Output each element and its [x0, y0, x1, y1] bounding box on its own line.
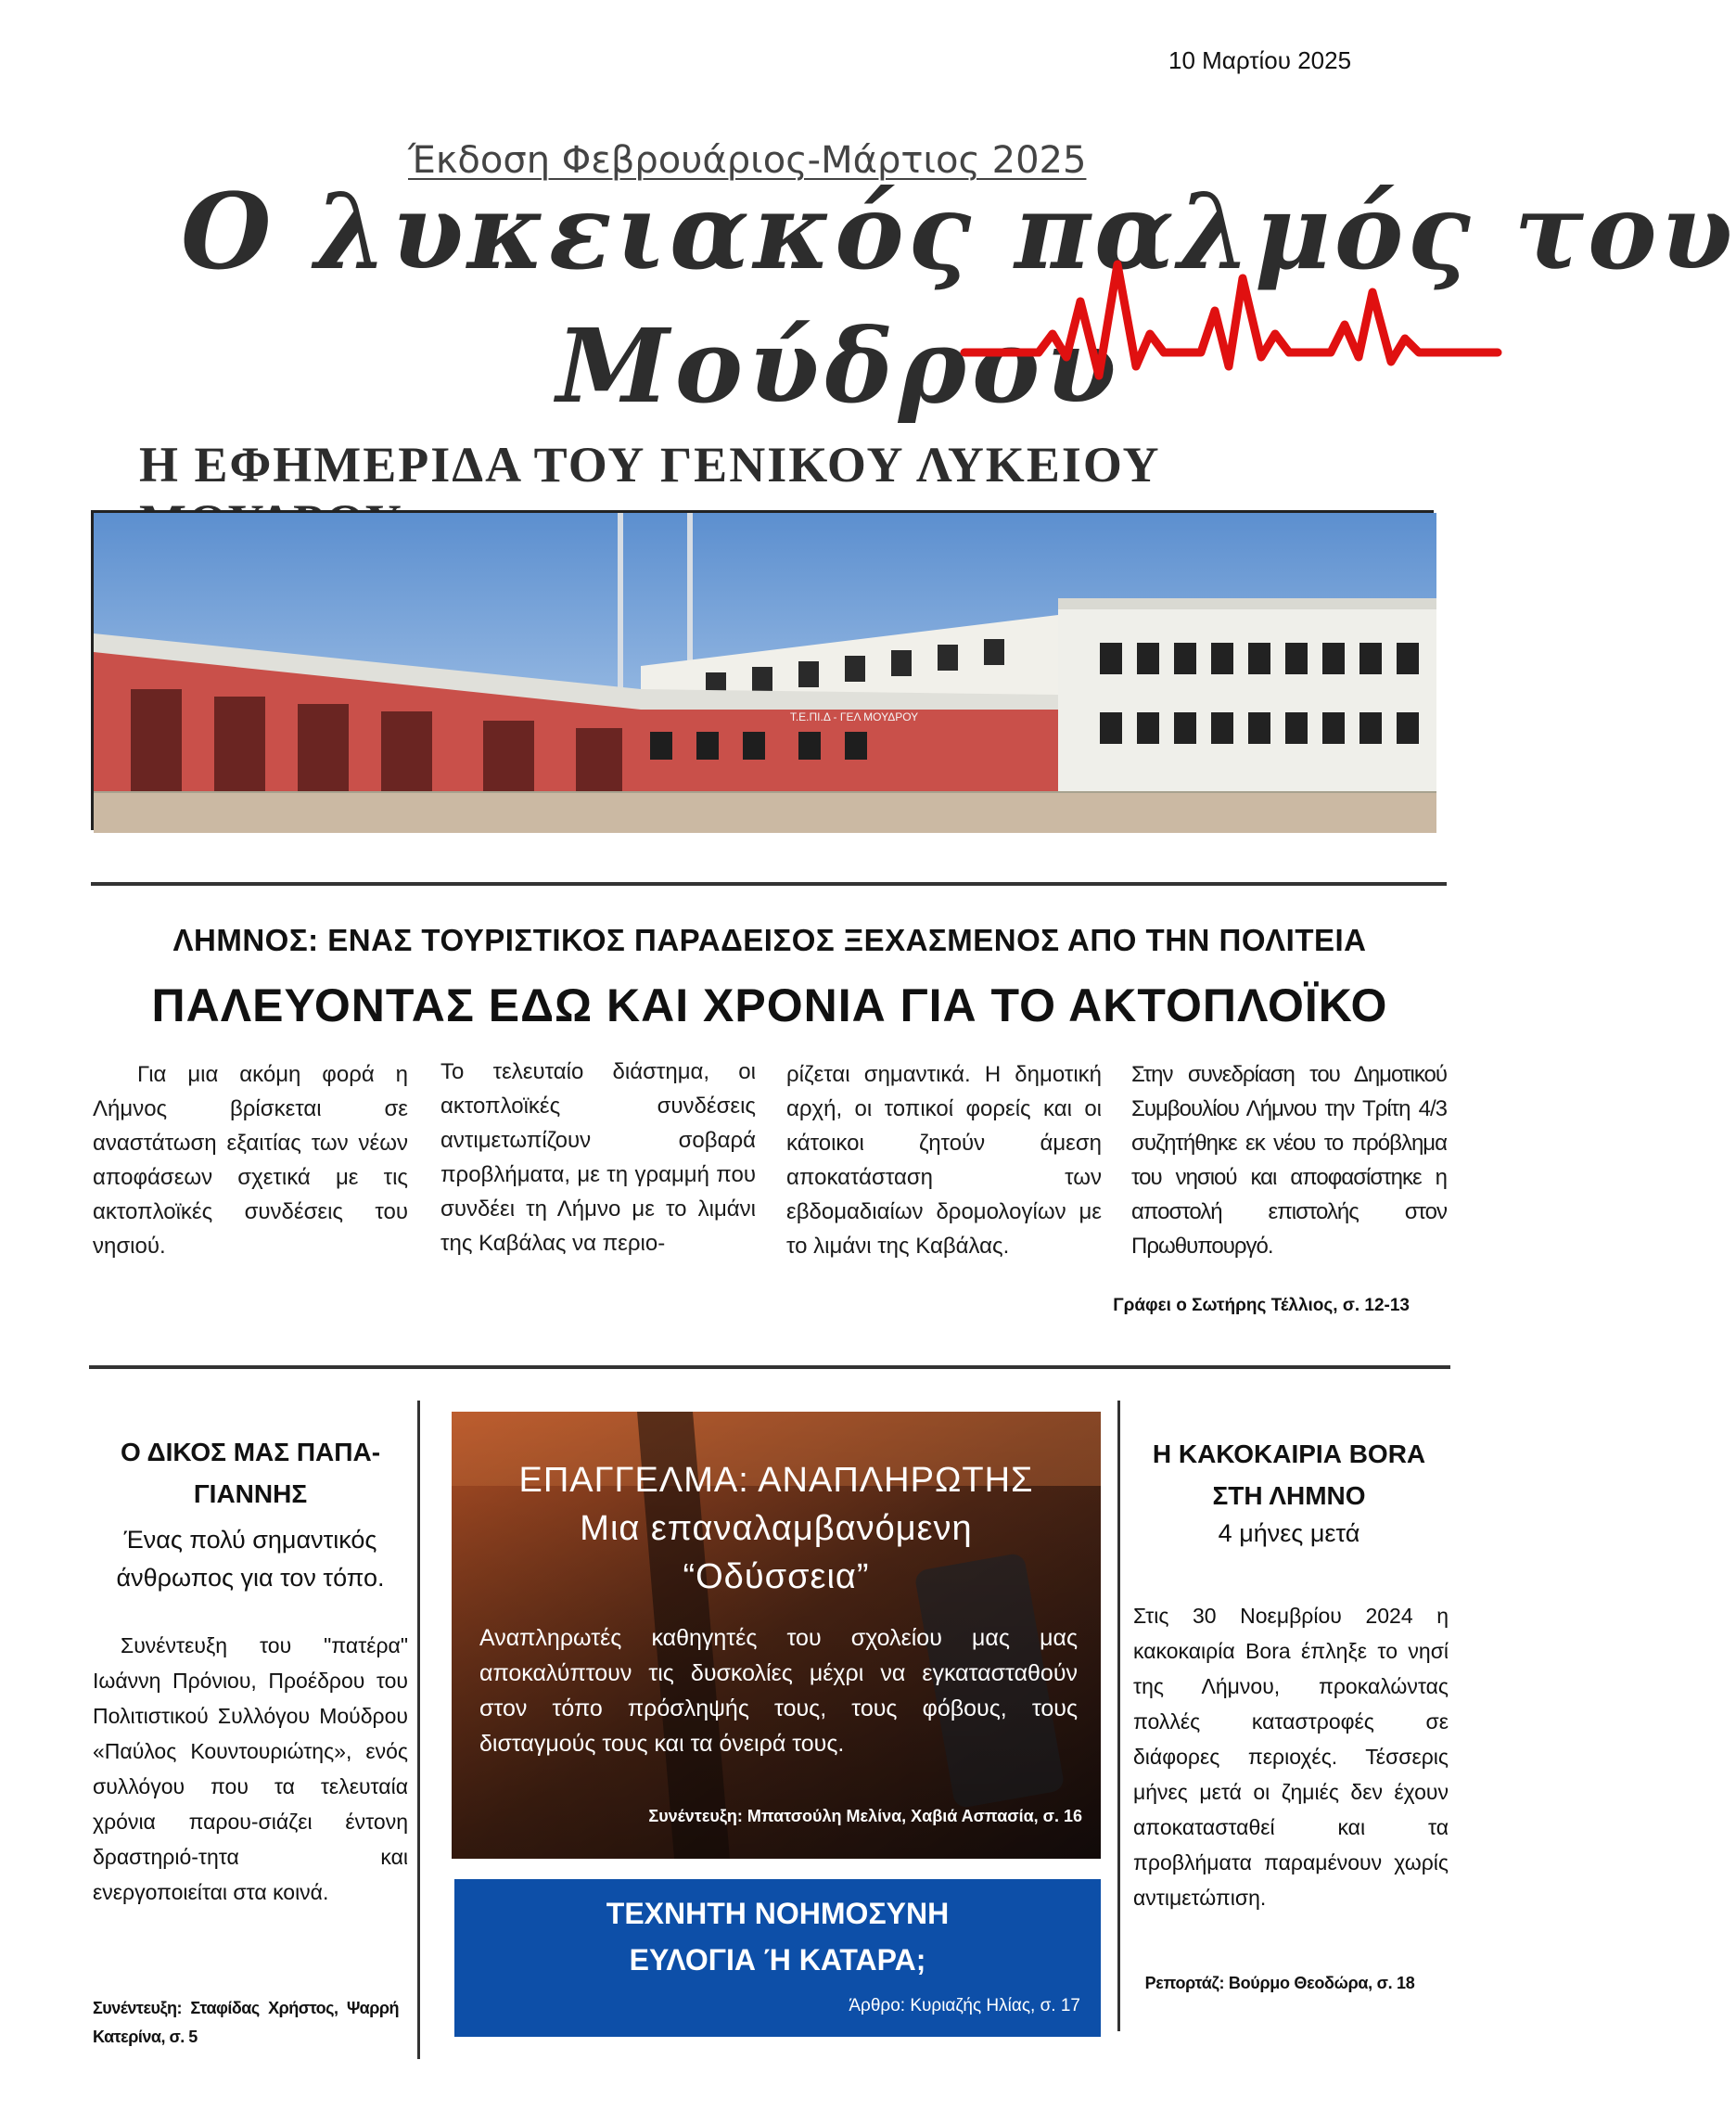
- main-story-col2: Το τελευταίο διάστημα, οι ακτοπλοϊκές συνδέσεις αντιμετωπίζουν σοβαρά προβλήματα, με τη γραμμή που συνδέει τη Λήμνο με το λιμάνι της Καβάλας να περιο-: [440, 1059, 756, 1256]
- feature-title-line3: “Οδύσσεια”: [683, 1557, 870, 1596]
- main-story-headline: ΠΑΛΕΥΟΝΤΑΣ ΕΔΩ ΚΑΙ ΧΡΟΝΙΑ ΓΙΑ ΤΟ ΑΚΤΟΠΛΟΪΚΟ: [151, 979, 1388, 1031]
- divider-top: [91, 882, 1447, 886]
- edition-label: Έκδοση Φεβρουάριος-Μάρτιος 2025: [408, 139, 1087, 182]
- ai-title-line1: ΤΕΧΝΗΤΗ ΝΟΗΜΟΣΥΝΗ: [606, 1897, 950, 1930]
- main-story-col1: Για μια ακόμη φορά η Λήμνος βρίσκεται σε αναστάτωση εξαιτίας των νέων αποφάσεων σχετικά με τις ακτοπλοϊκές συνδέσεις του νησιού.: [93, 1062, 408, 1259]
- feature-story-box: [452, 1412, 1101, 1859]
- left-story-credit: Συνέντευξη: Σταφίδας Χρήστος, Ψαρρή Κατερίνα, σ. 5: [93, 1999, 399, 2046]
- heartbeat-pulse-icon: [964, 246, 1498, 385]
- ai-story-title: [454, 1890, 1101, 1983]
- right-story-title: Η ΚΑΚΟΚΑΙΡΙΑ BORA ΣΤΗ ΛΗΜΝΟ: [1152, 1439, 1426, 1510]
- column-divider-left: [417, 1401, 420, 2059]
- masthead-title-line2: Μούδρου: [556, 306, 1122, 426]
- feature-story-title: [452, 1456, 1101, 1601]
- left-story-subtitle: Ένας πολύ σημαντικός άνθρωπος για τον τόπο.: [116, 1526, 385, 1592]
- right-story-credit: Ρεπορτάζ: Βούρμο Θεοδώρα, σ. 18: [1144, 1974, 1415, 1992]
- feature-story-body: Αναπληρωτές καθηγητές του σχολείου μας μας αποκαλύπτουν τις δυσκολίες μέχρι να εγκατασταθούν στον τόπο πρόσληψής τους, τους φόβους, τους δισταγμούς τους και τα όνειρά τους.: [479, 1625, 1078, 1757]
- feature-story-credit: Συνέντευξη: Μπατσούλη Μελίνα, Χαβιά Ασπασία, σ. 16: [648, 1807, 1082, 1825]
- school-building-photo: [91, 510, 1434, 830]
- issue-date: 10 Μαρτίου 2025: [1168, 46, 1352, 74]
- left-story-body: Συνέντευξη του "πατέρα" Ιωάννη Πρόνιου, Προέδρου του Πολιτιστικού Συλλόγου Μούδρου «Παύλος Κουντουριώτης», ενός συλλόγου που τα τελευταία χρόνια παρου-σιάζει έντονη δραστηριό-τητα και ενεργοποιείται στα κοινά.: [93, 1633, 408, 1904]
- ai-title-line2: ΕΥΛΟΓΙΑ Ή ΚΑΤΑΡΑ;: [629, 1943, 926, 1977]
- feature-title-line1: ΕΠΑΓΓΕΛΜΑ: ΑΝΑΠΛΗΡΩΤΗΣ: [518, 1461, 1034, 1500]
- main-story-credit: Γράφει ο Σωτήρης Τέλλιος, σ. 12-13: [1113, 1296, 1410, 1315]
- main-story-kicker: ΛΗΜΝΟΣ: ΕΝΑΣ ΤΟΥΡΙΣΤΙΚΟΣ ΠΑΡΑΔΕΙΣΟΣ ΞΕΧΑΣΜΕΝΟΣ ΑΠΟ ΤΗΝ ΠΟΛΙΤΕΙΑ: [172, 923, 1367, 957]
- ai-story-credit: Άρθρο: Κυριαζής Ηλίας, σ. 17: [849, 1996, 1080, 2015]
- building-sign: Τ.Ε.ΠΙ.Δ - ΓΕΛ ΜΟΥΔΡΟΥ: [789, 710, 919, 723]
- masthead-subtitle: Η ΕΦΗΜΕΡΙΔΑ ΤΟΥ ΓΕΝΙΚΟΥ ΛΥΚΕΙΟΥ: [139, 437, 1161, 493]
- right-story-subtitle: 4 μήνες μετά: [1218, 1519, 1360, 1547]
- divider-middle: [89, 1365, 1450, 1369]
- main-story-col3: ρίζεται σημαντικά. Η δημοτική αρχή, οι τοπικοί φορείς και οι κάτοικοι ζητούν άμεση αποκατάσταση των εβδομαδιαίων δρομολογίων με το λιμάνι της Καβάλας.: [786, 1062, 1102, 1259]
- feature-title-line2: Μια επαναλαμβανόμενη: [580, 1509, 973, 1548]
- main-story-col4: Στην συνεδρίαση του Δημοτικού Συμβουλίου Λήμνου την Τρίτη 4/3 συζητήθηκε εκ νέου το πρόβλημα του νησιού και αποφασίστηκε η αποστολή επιστολής στον Πρωθυπουργό.: [1131, 1062, 1447, 1259]
- ai-story-box: [454, 1879, 1101, 2037]
- left-story-title: Ο ΔΙΚΟΣ ΜΑΣ ΠΑΠΑ-ΓΙΑΝΝΗΣ: [120, 1438, 381, 1508]
- column-divider-right: [1117, 1401, 1120, 2031]
- masthead-title-line1: Ο λυκειακός παλμός του: [181, 172, 1736, 293]
- right-story-body: Στις 30 Νοεμβρίου 2024 η κακοκαιρία Bora έπληξε το νησί της Λήμνου, προκαλώντας πολλές καταστροφές σε διάφορες περιοχές. Τέσσερις μήνες μετά οι ζημιές δεν έχουν αποκατασταθεί και τα προβλήματα παραμένουν χωρίς αντιμετώπιση.: [1133, 1604, 1449, 1910]
